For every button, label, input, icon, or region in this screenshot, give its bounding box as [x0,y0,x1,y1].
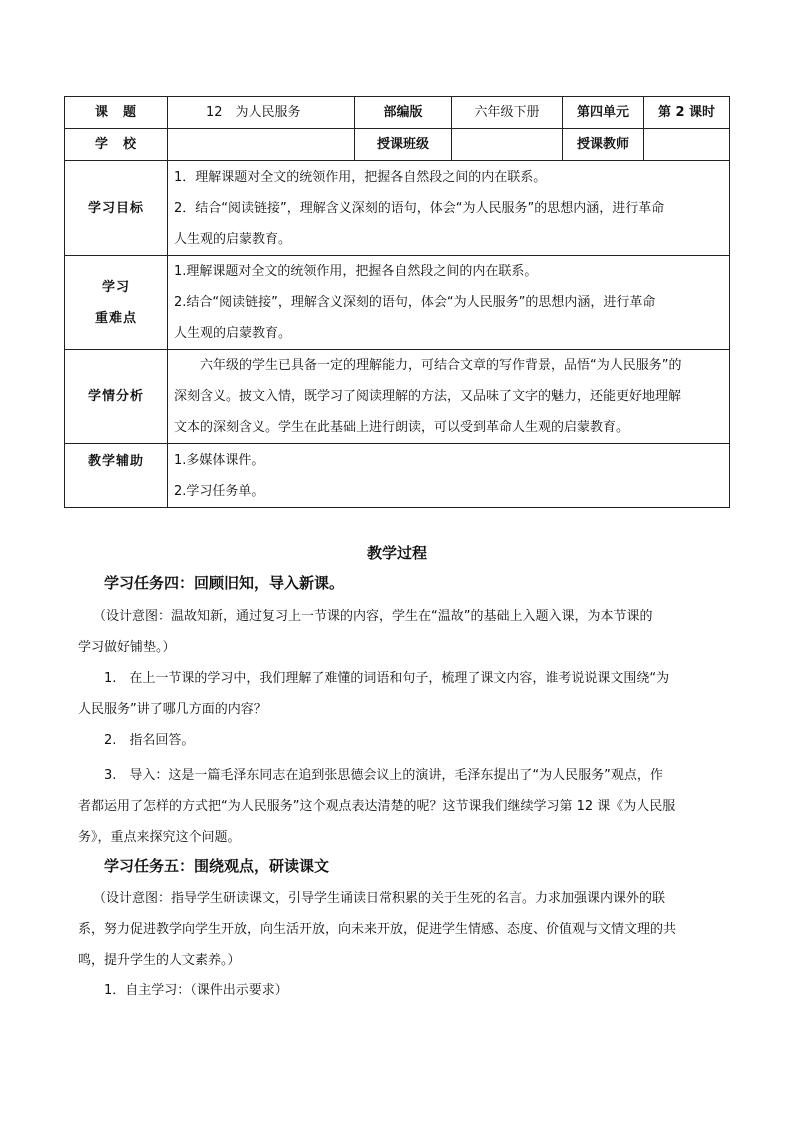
school-label: 学 校 [65,129,168,161]
task5-heading: 学习任务五：围绕观点，研读课文 [104,857,330,875]
task4-intent [78,601,743,663]
task4-step1-line: 人民服务”讲了哪几方面的内容？ [78,702,267,717]
key-point-line: 人生观的启蒙教育。 [174,326,292,341]
analysis-content [168,350,730,444]
analysis-line: 文本的深刻含义。学生在此基础上进行朗读，可以受到革命人生观的启蒙教育。 [174,420,630,435]
aid-line: 1.多媒体课件。 [174,452,265,468]
aids-content [168,444,730,508]
goal-line: 1．理解课题对全文的统领作用，把握各自然段之间的内在联系。 [174,169,547,185]
key-point-line: 2.结合“阅读链接”，理解含义深刻的语句，体会“为人民服务”的思想内涵，进行革命 [174,295,656,310]
teacher-label: 授课教师 [563,129,644,161]
analysis-label: 学情分析 [65,350,168,444]
key-points-label [65,256,168,350]
task5-intent-line: 鸣，提升学生的人文素养。） [78,953,241,968]
aids-label: 教学辅助 [65,444,168,508]
task5-intent-line: （设计意图：指导学生研读课文，引导学生诵读日常积累的关于生死的名言。力求加强课内课外的联 [93,891,666,906]
task4-heading: 学习任务四：回顾旧知，导入新课。 [104,574,345,592]
lesson-title: 12 为人民服务 [168,97,355,129]
table-row-key-points [65,256,730,350]
task4-step3-line: 者都运用了怎样的方式把“为人民服务”这个观点表达清楚的呢？这节课我们继续学习第 12 课《为人民服 [78,799,676,814]
edition: 部编版 [355,97,452,129]
class-label: 授课班级 [355,129,452,161]
grade: 六年级下册 [452,97,563,129]
teacher-value [644,129,730,161]
task4-step1 [78,663,754,725]
key-points-content [168,256,730,350]
task4-intent-line: （设计意图：温故知新，通过复习上一节课的内容，学生在“温故”的基础上入题入课，为本节课的 [93,609,653,624]
task4-step2: 2. 指名回答。 [104,733,195,748]
class-value [452,129,563,161]
goals-content [168,161,730,256]
task4-step1-line: 1. 在上一节课的学习中，我们理解了难懂的词语和句子，梳理了课文内容，谁考说说课文围绕“为 [104,671,670,686]
task5-step1: 1．自主学习：（课件出示要求） [104,983,288,998]
analysis-line: 深刻含义。披文入情，既学习了阅读理解的方法，又品味了文字的魅力，还能更好地理解 [174,389,682,404]
task4-step3 [78,760,754,853]
task4-step3-line: 3. 导入：这是一篇毛泽东同志在追到张思德会议上的演讲，毛泽东提出了“为人民服务”观点，作 [104,768,663,783]
school-value [168,129,355,161]
table-row-analysis [65,350,730,444]
lesson-info-table [64,96,730,508]
key-point-line: 1.理解课题对全文的统领作用，把握各自然段之间的内在联系。 [174,264,538,279]
key-points-label-line2: 重难点 [94,310,137,326]
table-row-goals [65,161,730,256]
section-title: 教学过程 [366,544,427,562]
key-points-label-line1: 学习 [101,279,130,295]
table-row-aids [65,444,730,508]
unit: 第四单元 [563,97,644,129]
task5-intent [78,883,743,976]
task4-intent-line: 学习做好铺垫。） [78,640,176,655]
topic-label: 课 题 [65,97,168,129]
table-row-school [65,129,730,161]
analysis-line: 六年级的学生已具备一定的理解能力，可结合文章的写作背景，品悟“为人民服务”的 [200,358,682,373]
task4-step3-line: 务》，重点来探究这个问题。 [78,830,241,845]
goals-label: 学习目标 [65,161,168,256]
aid-line: 2.学习任务单。 [174,483,265,499]
task5-intent-line: 系，努力促进教学向学生开放，向生活开放，向未来开放，促进学生情感、态度、价值观与文情文理的共 [78,922,677,937]
period: 第 2 课时 [644,97,730,129]
goal-line: 2．结合“阅读链接”，理解含义深刻的语句，体会“为人民服务”的思想内涵，进行革命 [174,200,665,216]
goal-line: 人生观的启蒙教育。 [174,231,292,247]
table-row-topic [65,97,730,129]
